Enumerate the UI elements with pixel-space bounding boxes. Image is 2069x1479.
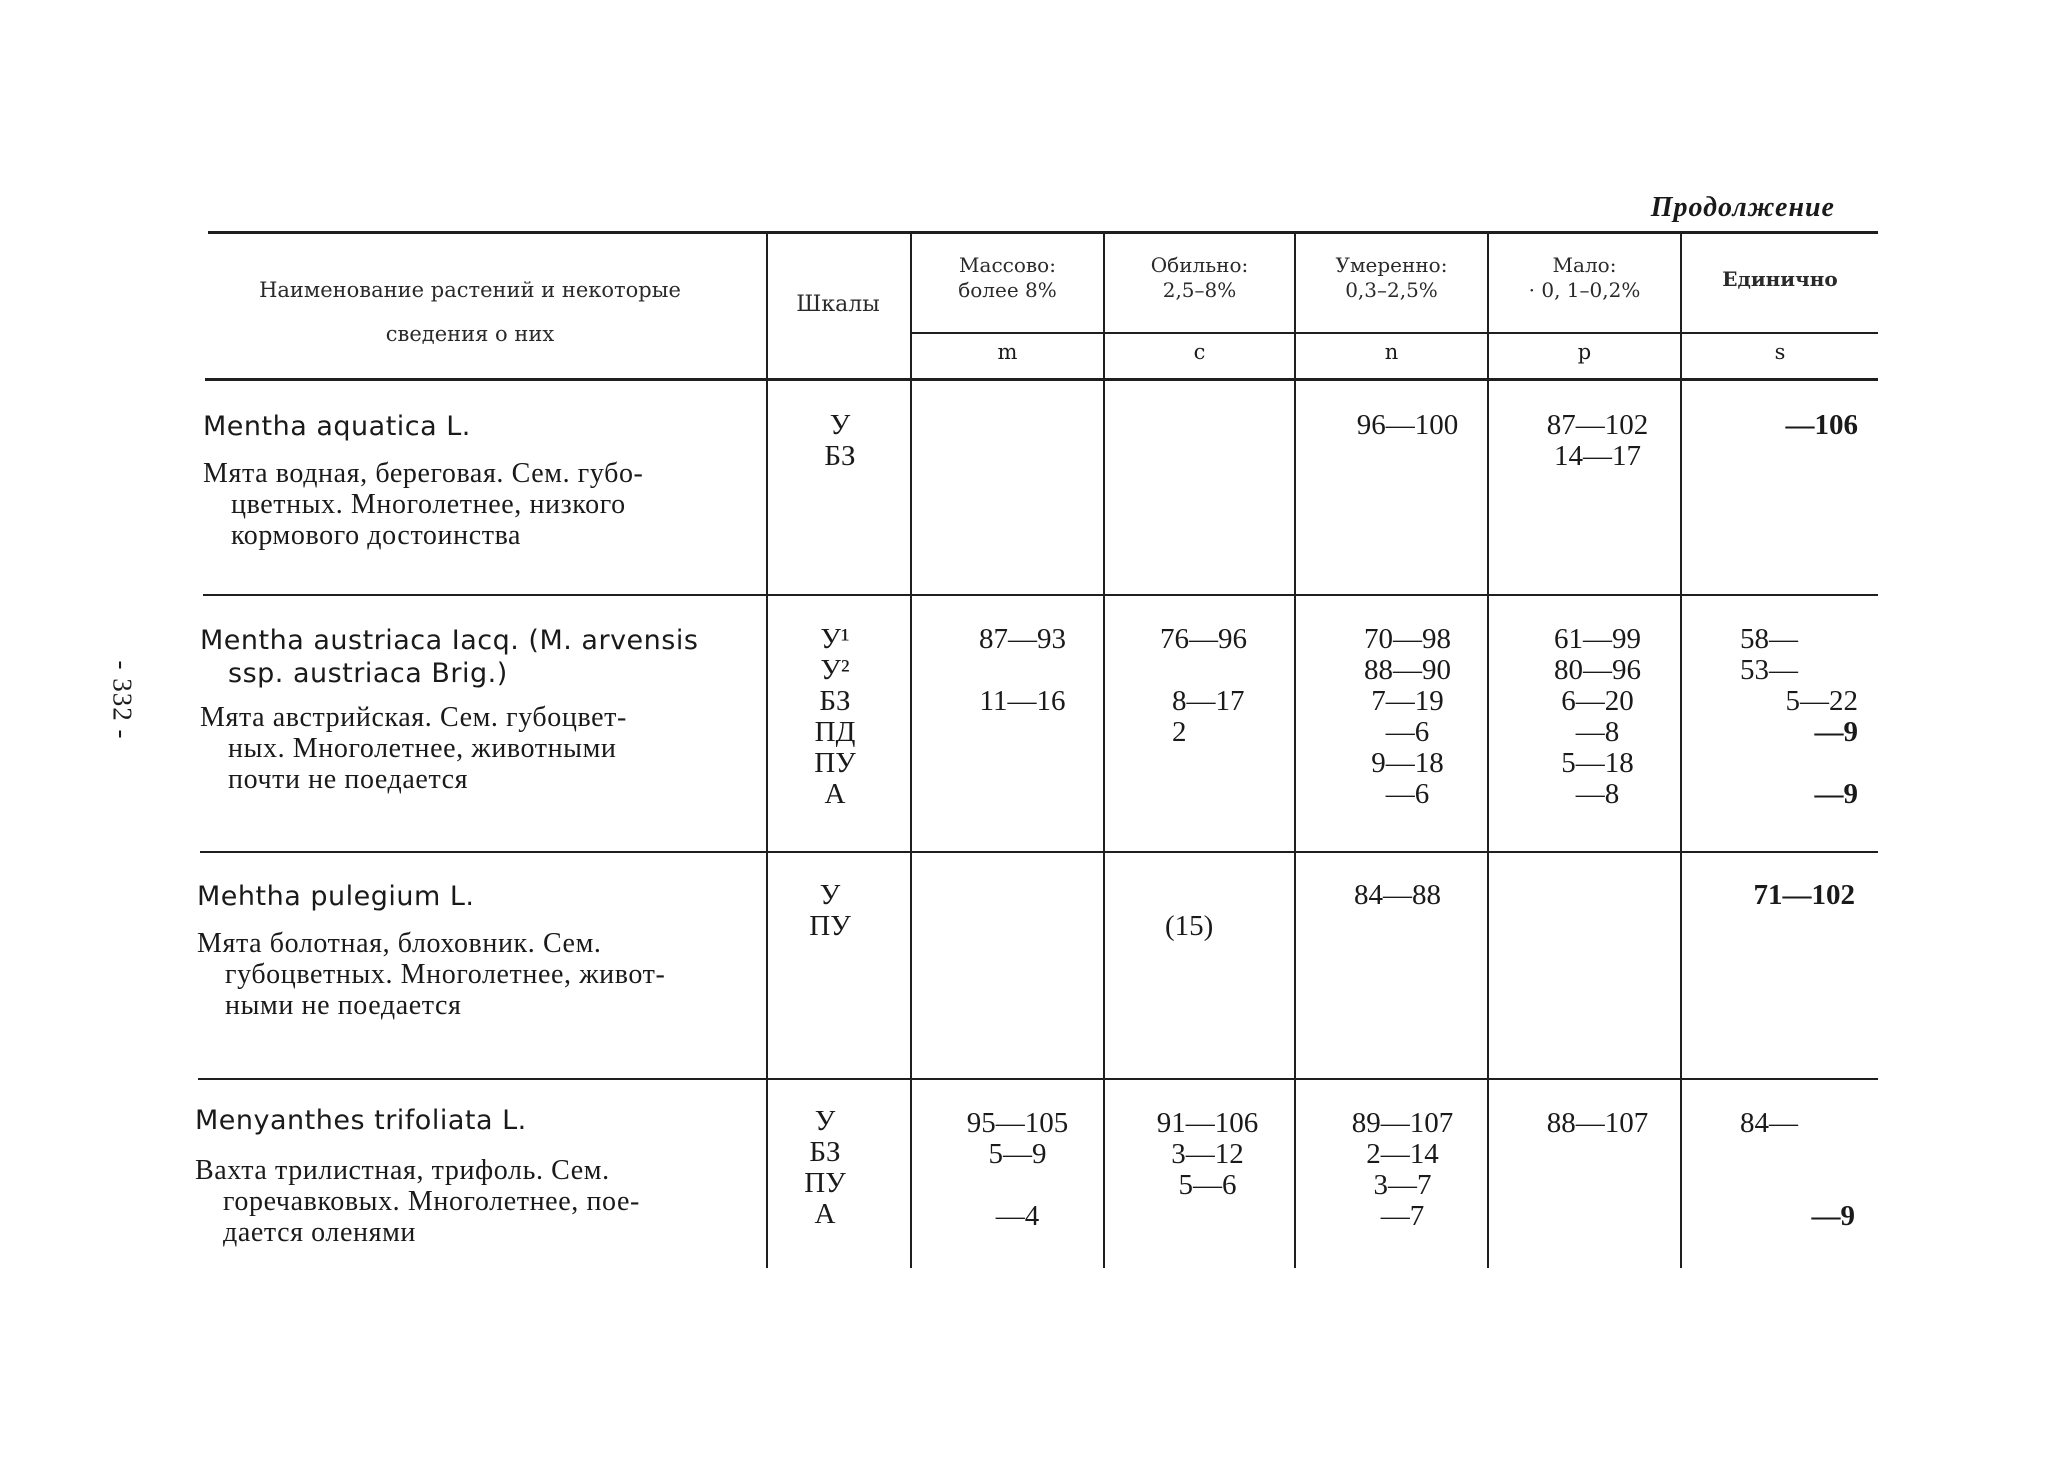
row4-m-values: 95—105 5—9 —4 — [966, 1107, 1069, 1232]
header-group-umerenno: Умеренно: 0,3–2,5% — [1335, 253, 1448, 302]
row3-description: Мята болотная, блоховник. Сем. губоцветных. Многолетнее, живот- ными не поедается — [197, 928, 666, 1021]
row3-n-values: 84—88 — [1354, 879, 1441, 911]
row2-n-values: 70—98 88—90 7—19 —6 9—18 —6 — [1364, 623, 1451, 810]
row3-scales: У ПУ — [809, 879, 851, 942]
row4-scales: У БЗ ПУ А — [804, 1105, 846, 1230]
row1-s-values: —106 — [1785, 409, 1858, 441]
row2-s-values-left: 58— 53— — [1740, 623, 1798, 686]
header-name-column: Наименование растений и некоторые сведения о них — [259, 278, 681, 346]
header-group-massovo: Массово: более 8% — [958, 253, 1057, 302]
row2-p-values: 61—99 80—96 6—20 —8 5—18 —8 — [1554, 623, 1641, 810]
row1-p-values: 87—102 14—17 — [1546, 409, 1649, 472]
row2-scales: У¹ У² БЗ ПД ПУ А — [814, 623, 856, 810]
row4-c-values: 91—106 3—12 5—6 — [1156, 1107, 1259, 1201]
row3-s-values: 71—102 — [1753, 879, 1855, 911]
continuation-label: Продолжение — [1650, 192, 1835, 223]
header-group-edinichno: Единично — [1722, 267, 1838, 291]
header-code-c: c — [1193, 340, 1206, 364]
row-divider-2 — [200, 851, 1878, 853]
header-scales-column: Шкалы — [796, 292, 880, 317]
row4-latin-name: Menyanthes trifoliata L. — [195, 1105, 527, 1136]
row2-latin-name: Mentha austriaca Iacq. (M. arvensis ssp. austriaca Brig.) — [200, 625, 699, 689]
row-divider-3 — [198, 1078, 1878, 1080]
table-top-rule — [208, 231, 1878, 234]
row4-s-values-right: —9 — [1811, 1200, 1855, 1232]
header-group-malo: Мало: · 0, 1–0,2% — [1528, 253, 1641, 302]
header-code-p: p — [1577, 340, 1592, 364]
row4-n-values: 89—107 2—14 3—7 —7 — [1351, 1107, 1454, 1232]
row3-latin-name: Mehtha pulegium L. — [197, 881, 475, 912]
side-page-number: - 332 - — [107, 660, 138, 740]
col-rule-scales — [910, 234, 912, 1268]
row1-latin-name: Mentha aquatica L. — [203, 411, 471, 442]
row4-p-values: 88—107 — [1546, 1107, 1649, 1139]
header-code-n: n — [1384, 340, 1399, 364]
row2-description: Мята австрийская. Сем. губоцвет- ных. Многолетнее, животными почти не поедается — [200, 702, 627, 795]
header-group-obilno: Обильно: 2,5–8% — [1150, 253, 1249, 302]
header-code-s: s — [1774, 340, 1786, 364]
row3-c-values: (15) — [1165, 910, 1214, 942]
row1-n-values: 96—100 — [1356, 409, 1459, 441]
header-code-m: m — [997, 340, 1018, 364]
row1-scales: У БЗ — [824, 409, 856, 472]
row2-c-values: 76—96 8—17 2 — [1160, 623, 1247, 748]
row1-description: Мята водная, береговая. Сем. губо- цветных. Многолетнее, низкого кормового достоинства — [203, 458, 644, 551]
row-divider-1 — [203, 594, 1878, 596]
header-sub-rule — [912, 332, 1878, 334]
row2-m-values: 87—93 11—16 — [979, 623, 1066, 717]
row4-description: Вахта трилистная, трифоль. Сем. горечавковых. Многолетнее, пое- дается оленями — [195, 1155, 640, 1248]
row4-s-values-left: 84— — [1740, 1107, 1798, 1139]
header-bottom-rule — [205, 378, 1878, 381]
row2-s-values-right: 5—22 —9 —9 — [1785, 685, 1858, 810]
col-rule-name — [766, 234, 768, 1268]
